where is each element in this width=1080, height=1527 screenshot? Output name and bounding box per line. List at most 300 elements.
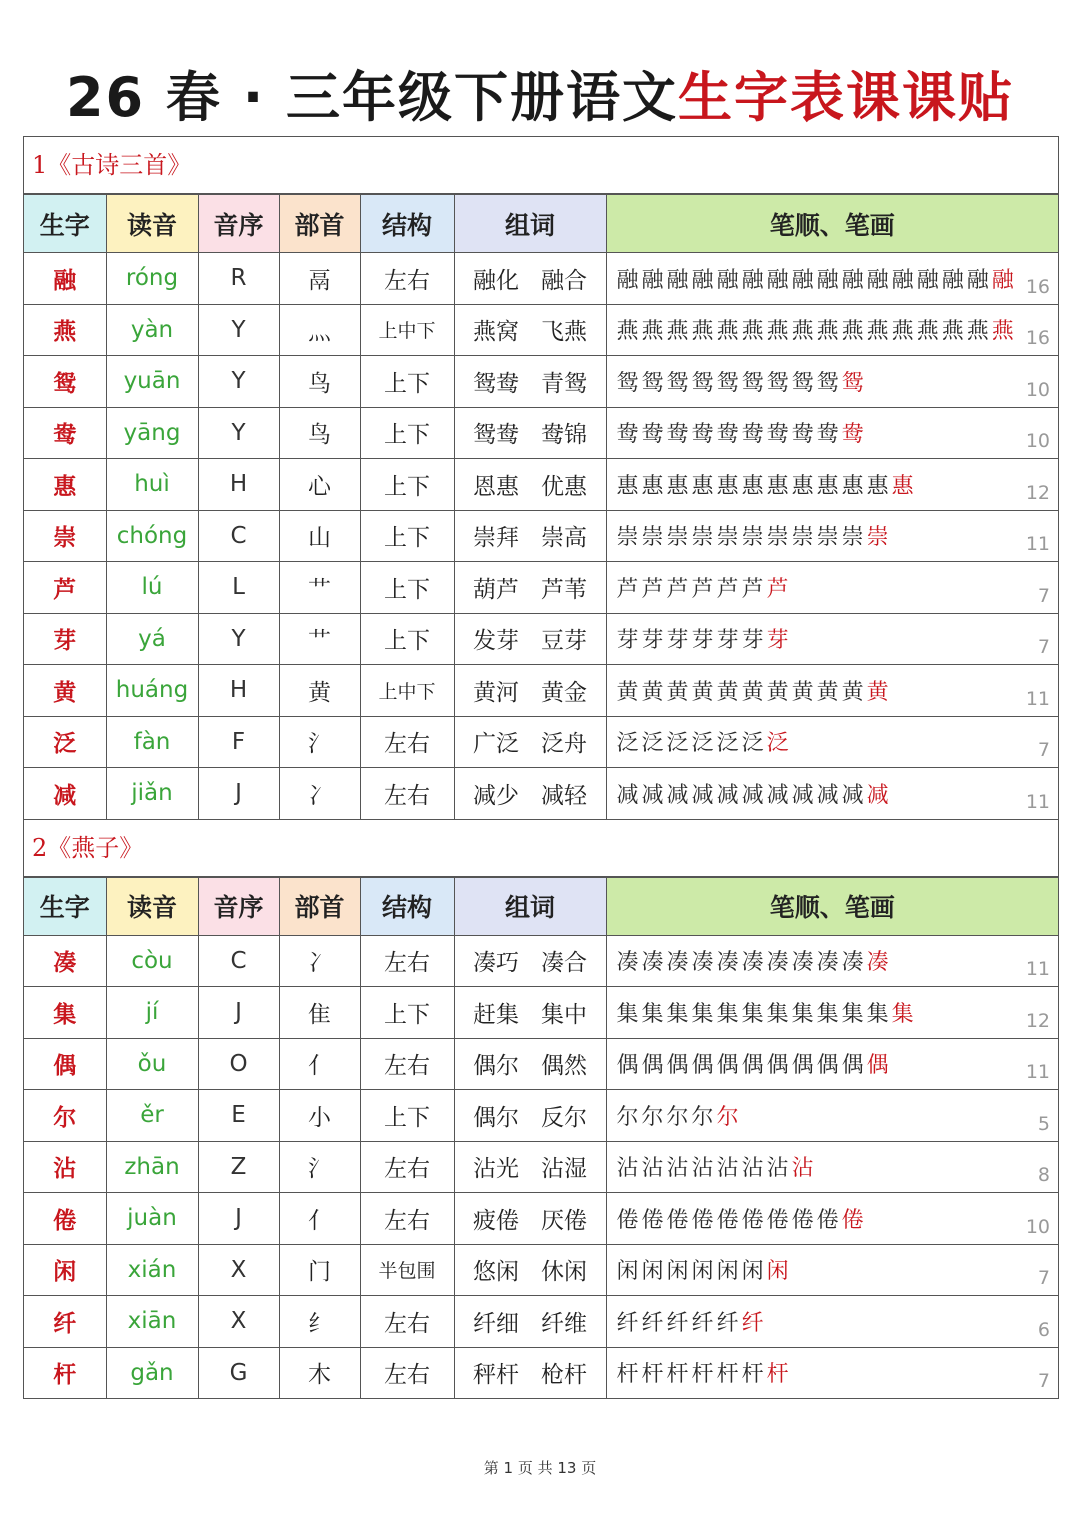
pinyin: ěr	[106, 1090, 198, 1142]
stroke-sequence	[617, 474, 917, 499]
word-2: 凑合	[541, 950, 587, 977]
pinyin: huáng	[106, 665, 198, 717]
word-group	[454, 935, 606, 987]
stroke-step: 融	[916, 267, 942, 293]
word-group	[454, 1347, 606, 1398]
stroke-step: 纤	[666, 1310, 692, 1336]
structure: 上下	[360, 459, 454, 511]
word-group	[454, 1296, 606, 1348]
stroke-count: 11	[1025, 1061, 1050, 1083]
stroke-sequence	[617, 1208, 867, 1233]
stroke-count: 12	[1025, 481, 1050, 504]
pinyin: róng	[106, 253, 198, 305]
stroke-step: 集	[766, 1001, 792, 1027]
stroke-step: 融	[616, 267, 642, 293]
stroke-step: 凑	[791, 950, 817, 976]
stroke-step: 鸯	[791, 422, 817, 448]
stroke-step: 芦	[691, 576, 717, 602]
stroke-step: 集	[716, 1001, 742, 1027]
column-header: 笔顺、笔画	[606, 877, 1058, 935]
word-group	[454, 665, 606, 717]
stroke-step: 沾	[691, 1156, 717, 1182]
stroke-step: 杆	[741, 1362, 767, 1388]
stroke-step: 杆	[666, 1362, 692, 1388]
radical: 亻	[279, 1193, 360, 1245]
word-1: 赶集	[473, 1001, 519, 1028]
initial-letter: C	[198, 510, 279, 562]
stroke-step: 泛	[691, 731, 717, 757]
initial-letter: E	[198, 1090, 279, 1142]
stroke-step: 芦	[716, 576, 742, 602]
stroke-step: 偶	[666, 1053, 692, 1079]
stroke-step: 鸳	[741, 370, 767, 396]
stroke-sequence	[617, 1053, 892, 1078]
stroke-step: 燕	[941, 319, 967, 345]
word-1: 沾光	[473, 1156, 519, 1183]
word-group	[454, 1141, 606, 1193]
stroke-step: 倦	[641, 1207, 667, 1233]
new-character: 鸯	[24, 407, 106, 459]
stroke-sequence	[617, 628, 792, 653]
stroke-sequence	[617, 731, 792, 756]
word-2: 反尔	[541, 1104, 587, 1131]
structure: 上下	[360, 1090, 454, 1142]
stroke-step: 倦	[691, 1207, 717, 1233]
stroke-step: 凑	[841, 950, 867, 976]
column-header: 笔顺、笔画	[606, 195, 1058, 253]
stroke-step: 纤	[691, 1310, 717, 1336]
stroke-count: 5	[1037, 1112, 1050, 1135]
column-header: 部首	[279, 877, 360, 935]
stroke-step: 凑	[691, 950, 717, 976]
new-character: 鸳	[24, 356, 106, 408]
new-character: 减	[24, 768, 106, 820]
stroke-step: 芦	[766, 576, 792, 602]
stroke-step: 倦	[666, 1207, 692, 1233]
stroke-step: 芦	[666, 576, 692, 602]
stroke-step: 芽	[766, 628, 792, 654]
stroke-step: 尔	[616, 1104, 642, 1130]
stroke-step: 融	[966, 267, 992, 293]
stroke-step: 鸳	[716, 370, 742, 396]
stroke-step: 融	[841, 267, 867, 293]
initial-letter: Y	[198, 613, 279, 665]
radical: 艹	[279, 562, 360, 614]
word-2: 泛舟	[541, 731, 587, 758]
stroke-step: 倦	[616, 1207, 642, 1233]
word-2: 厌倦	[541, 1207, 587, 1234]
table-row	[24, 1038, 1058, 1090]
word-2: 偶然	[541, 1053, 587, 1080]
stroke-step: 燕	[666, 319, 692, 345]
table-row	[24, 459, 1058, 511]
column-header: 结构	[360, 877, 454, 935]
column-header: 音序	[198, 877, 279, 935]
stroke-step: 泛	[666, 731, 692, 757]
stroke-step: 惠	[816, 473, 842, 499]
table-row	[24, 665, 1058, 717]
stroke-step: 泛	[616, 731, 642, 757]
stroke-step: 黄	[791, 679, 817, 705]
lesson-title: 1《古诗三首》	[24, 137, 1058, 194]
structure: 半包围	[360, 1244, 454, 1296]
stroke-step: 沾	[641, 1156, 667, 1182]
stroke-step: 惠	[666, 473, 692, 499]
stroke-step: 崇	[866, 525, 892, 551]
stroke-sequence	[617, 268, 1017, 293]
stroke-step: 惠	[791, 473, 817, 499]
radical: 冫	[279, 935, 360, 987]
word-1: 凑巧	[473, 950, 519, 977]
word-1: 融化	[473, 267, 519, 294]
stroke-step: 惠	[616, 473, 642, 499]
stroke-step: 惠	[891, 473, 917, 499]
word-1: 鸳鸯	[473, 422, 519, 449]
stroke-step: 燕	[891, 319, 917, 345]
radical: 鸟	[279, 356, 360, 408]
stroke-count: 12	[1025, 1009, 1050, 1032]
stroke-sequence	[617, 1311, 767, 1336]
stroke-step: 燕	[766, 319, 792, 345]
stroke-step: 闲	[691, 1259, 717, 1285]
stroke-order	[606, 459, 1058, 511]
new-character: 倦	[24, 1193, 106, 1245]
stroke-step: 黄	[841, 679, 867, 705]
pinyin: gǎn	[106, 1347, 198, 1398]
table-row	[24, 716, 1058, 768]
stroke-order	[606, 253, 1058, 305]
word-2: 豆芽	[541, 628, 587, 655]
stroke-step: 鸯	[641, 422, 667, 448]
word-2: 集中	[541, 1001, 587, 1028]
stroke-step: 燕	[916, 319, 942, 345]
stroke-step: 尔	[641, 1104, 667, 1130]
stroke-step: 黄	[766, 679, 792, 705]
stroke-step: 减	[816, 782, 842, 808]
structure: 上下	[360, 356, 454, 408]
stroke-count: 7	[1037, 584, 1050, 607]
stroke-step: 减	[741, 782, 767, 808]
word-2: 休闲	[541, 1259, 587, 1286]
stroke-step: 集	[641, 1001, 667, 1027]
stroke-step: 融	[666, 267, 692, 293]
radical: 灬	[279, 304, 360, 356]
stroke-step: 芽	[641, 628, 667, 654]
stroke-sequence	[617, 1105, 742, 1130]
stroke-step: 杆	[616, 1362, 642, 1388]
stroke-order	[606, 716, 1058, 768]
word-2: 减轻	[541, 782, 587, 809]
stroke-step: 偶	[866, 1053, 892, 1079]
stroke-step: 融	[741, 267, 767, 293]
stroke-step: 闲	[641, 1259, 667, 1285]
stroke-count: 10	[1025, 1215, 1050, 1238]
initial-letter: F	[198, 716, 279, 768]
table-row	[24, 356, 1058, 408]
stroke-step: 泛	[716, 731, 742, 757]
new-character: 芽	[24, 613, 106, 665]
radical: 心	[279, 459, 360, 511]
table-row	[24, 253, 1058, 305]
stroke-step: 黄	[691, 679, 717, 705]
stroke-count: 7	[1037, 1370, 1050, 1392]
table-row	[24, 510, 1058, 562]
new-character: 融	[24, 253, 106, 305]
structure: 左右	[360, 1347, 454, 1398]
new-character: 凑	[24, 935, 106, 987]
stroke-order	[606, 304, 1058, 356]
stroke-step: 凑	[716, 950, 742, 976]
pinyin: yá	[106, 613, 198, 665]
word-1: 纤细	[473, 1310, 519, 1337]
initial-letter: C	[198, 935, 279, 987]
stroke-step: 鸯	[741, 422, 767, 448]
stroke-step: 鸳	[616, 370, 642, 396]
word-1: 疲倦	[473, 1207, 519, 1234]
stroke-step: 凑	[741, 950, 767, 976]
pinyin: huì	[106, 459, 198, 511]
word-group	[454, 1244, 606, 1296]
stroke-step: 融	[941, 267, 967, 293]
table-header-row	[24, 195, 1058, 253]
stroke-step: 黄	[716, 679, 742, 705]
pinyin: còu	[106, 935, 198, 987]
word-1: 偶尔	[473, 1104, 519, 1131]
stroke-step: 燕	[816, 319, 842, 345]
stroke-step: 集	[691, 1001, 717, 1027]
stroke-sequence	[617, 680, 892, 705]
stroke-step: 芽	[666, 628, 692, 654]
word-2: 融合	[541, 267, 587, 294]
word-group	[454, 987, 606, 1039]
stroke-step: 减	[716, 782, 742, 808]
stroke-step: 集	[891, 1001, 917, 1027]
stroke-step: 惠	[841, 473, 867, 499]
stroke-step: 闲	[766, 1259, 792, 1285]
column-header: 组词	[454, 195, 606, 253]
pinyin: lú	[106, 562, 198, 614]
vocab-table	[24, 194, 1058, 820]
stroke-order	[606, 1296, 1058, 1348]
word-group	[454, 562, 606, 614]
stroke-step: 鸯	[841, 422, 867, 448]
stroke-step: 燕	[741, 319, 767, 345]
stroke-step: 沾	[741, 1156, 767, 1182]
stroke-step: 闲	[741, 1259, 767, 1285]
structure: 左右	[360, 935, 454, 987]
word-2: 崇高	[541, 525, 587, 552]
stroke-count: 6	[1037, 1318, 1050, 1341]
column-header: 组词	[454, 877, 606, 935]
word-group	[454, 768, 606, 820]
radical: 木	[279, 1347, 360, 1398]
radical: 鸟	[279, 407, 360, 459]
stroke-step: 黄	[816, 679, 842, 705]
page-title	[0, 55, 1080, 132]
stroke-step: 倦	[741, 1207, 767, 1233]
stroke-step: 集	[616, 1001, 642, 1027]
stroke-step: 黄	[616, 679, 642, 705]
word-1: 广泛	[473, 731, 519, 758]
stroke-step: 崇	[641, 525, 667, 551]
column-header: 读音	[106, 877, 198, 935]
stroke-sequence	[617, 1156, 817, 1181]
structure: 上下	[360, 562, 454, 614]
stroke-step: 凑	[666, 950, 692, 976]
stroke-step: 纤	[741, 1310, 767, 1336]
stroke-order	[606, 356, 1058, 408]
table-row	[24, 1193, 1058, 1245]
structure: 左右	[360, 253, 454, 305]
new-character: 燕	[24, 304, 106, 356]
word-1: 悠闲	[473, 1259, 519, 1286]
stroke-step: 融	[891, 267, 917, 293]
table-row	[24, 935, 1058, 987]
stroke-step: 燕	[716, 319, 742, 345]
stroke-step: 泛	[741, 731, 767, 757]
stroke-count: 16	[1025, 275, 1050, 298]
stroke-sequence	[617, 783, 892, 808]
stroke-step: 集	[816, 1001, 842, 1027]
stroke-step: 减	[641, 782, 667, 808]
table-row	[24, 1141, 1058, 1193]
word-group	[454, 459, 606, 511]
pinyin: yàn	[106, 304, 198, 356]
stroke-step: 偶	[816, 1053, 842, 1079]
stroke-step: 燕	[991, 319, 1017, 345]
stroke-order	[606, 613, 1058, 665]
word-1: 燕窝	[473, 319, 519, 346]
radical: 山	[279, 510, 360, 562]
stroke-order	[606, 1038, 1058, 1090]
stroke-step: 减	[766, 782, 792, 808]
stroke-step: 沾	[666, 1156, 692, 1182]
table-row	[24, 1296, 1058, 1348]
stroke-step: 泛	[766, 731, 792, 757]
stroke-step: 黄	[641, 679, 667, 705]
new-character: 崇	[24, 510, 106, 562]
stroke-step: 鸳	[666, 370, 692, 396]
stroke-step: 燕	[791, 319, 817, 345]
stroke-step: 崇	[666, 525, 692, 551]
column-header: 结构	[360, 195, 454, 253]
word-2: 沾湿	[541, 1156, 587, 1183]
word-1: 葫芦	[473, 576, 519, 603]
stroke-step: 尔	[716, 1104, 742, 1130]
initial-letter: G	[198, 1347, 279, 1398]
stroke-step: 纤	[616, 1310, 642, 1336]
initial-letter: Y	[198, 304, 279, 356]
stroke-step: 芦	[616, 576, 642, 602]
stroke-sequence	[617, 950, 892, 975]
stroke-step: 倦	[841, 1207, 867, 1233]
stroke-step: 崇	[716, 525, 742, 551]
stroke-step: 闲	[666, 1259, 692, 1285]
initial-letter: H	[198, 665, 279, 717]
stroke-step: 集	[866, 1001, 892, 1027]
stroke-step: 融	[991, 267, 1017, 293]
stroke-step: 黄	[666, 679, 692, 705]
stroke-step: 鸳	[641, 370, 667, 396]
stroke-step: 融	[791, 267, 817, 293]
stroke-step: 燕	[966, 319, 992, 345]
word-1: 减少	[473, 782, 519, 809]
stroke-step: 倦	[766, 1207, 792, 1233]
new-character: 杆	[24, 1347, 106, 1398]
stroke-sequence	[617, 525, 892, 550]
vocab-sheet	[23, 136, 1059, 1399]
word-group	[454, 613, 606, 665]
table-row	[24, 613, 1058, 665]
structure: 上下	[360, 613, 454, 665]
stroke-step: 杆	[716, 1362, 742, 1388]
word-2: 纤维	[541, 1310, 587, 1337]
pinyin: jí	[106, 987, 198, 1039]
stroke-step: 芽	[691, 628, 717, 654]
stroke-sequence	[617, 577, 792, 602]
word-2: 黄金	[541, 679, 587, 706]
radical: 氵	[279, 1141, 360, 1193]
stroke-step: 燕	[866, 319, 892, 345]
stroke-step: 沾	[791, 1156, 817, 1182]
new-character: 尔	[24, 1090, 106, 1142]
stroke-step: 黄	[866, 679, 892, 705]
stroke-step: 凑	[766, 950, 792, 976]
table-row	[24, 1347, 1058, 1398]
pinyin: xiān	[106, 1296, 198, 1348]
structure: 左右	[360, 1296, 454, 1348]
structure: 上下	[360, 987, 454, 1039]
initial-letter: O	[198, 1038, 279, 1090]
radical: 黄	[279, 665, 360, 717]
stroke-sequence	[617, 371, 867, 396]
radical: 纟	[279, 1296, 360, 1348]
stroke-sequence	[617, 1002, 917, 1027]
stroke-count: 16	[1025, 327, 1050, 349]
stroke-step: 闲	[616, 1259, 642, 1285]
structure: 左右	[360, 1193, 454, 1245]
new-character: 泛	[24, 716, 106, 768]
radical: 亻	[279, 1038, 360, 1090]
word-group	[454, 304, 606, 356]
structure: 左右	[360, 1141, 454, 1193]
structure: 左右	[360, 768, 454, 820]
column-header: 部首	[279, 195, 360, 253]
stroke-step: 尔	[691, 1104, 717, 1130]
word-1: 偶尔	[473, 1053, 519, 1080]
stroke-step: 崇	[616, 525, 642, 551]
stroke-count: 10	[1025, 378, 1050, 401]
stroke-step: 偶	[691, 1053, 717, 1079]
stroke-step: 燕	[641, 319, 667, 345]
word-1: 发芽	[473, 628, 519, 655]
new-character: 集	[24, 987, 106, 1039]
stroke-order	[606, 768, 1058, 820]
stroke-step: 鸳	[841, 370, 867, 396]
structure: 上中下	[360, 304, 454, 356]
stroke-step: 融	[766, 267, 792, 293]
column-header: 生字	[24, 877, 106, 935]
stroke-step: 杆	[766, 1362, 792, 1388]
structure: 上中下	[360, 665, 454, 717]
word-2: 飞燕	[541, 319, 587, 346]
table-row	[24, 768, 1058, 820]
radical: 小	[279, 1090, 360, 1142]
radical: 隹	[279, 987, 360, 1039]
stroke-step: 凑	[816, 950, 842, 976]
table-row	[24, 304, 1058, 356]
stroke-step: 沾	[716, 1156, 742, 1182]
